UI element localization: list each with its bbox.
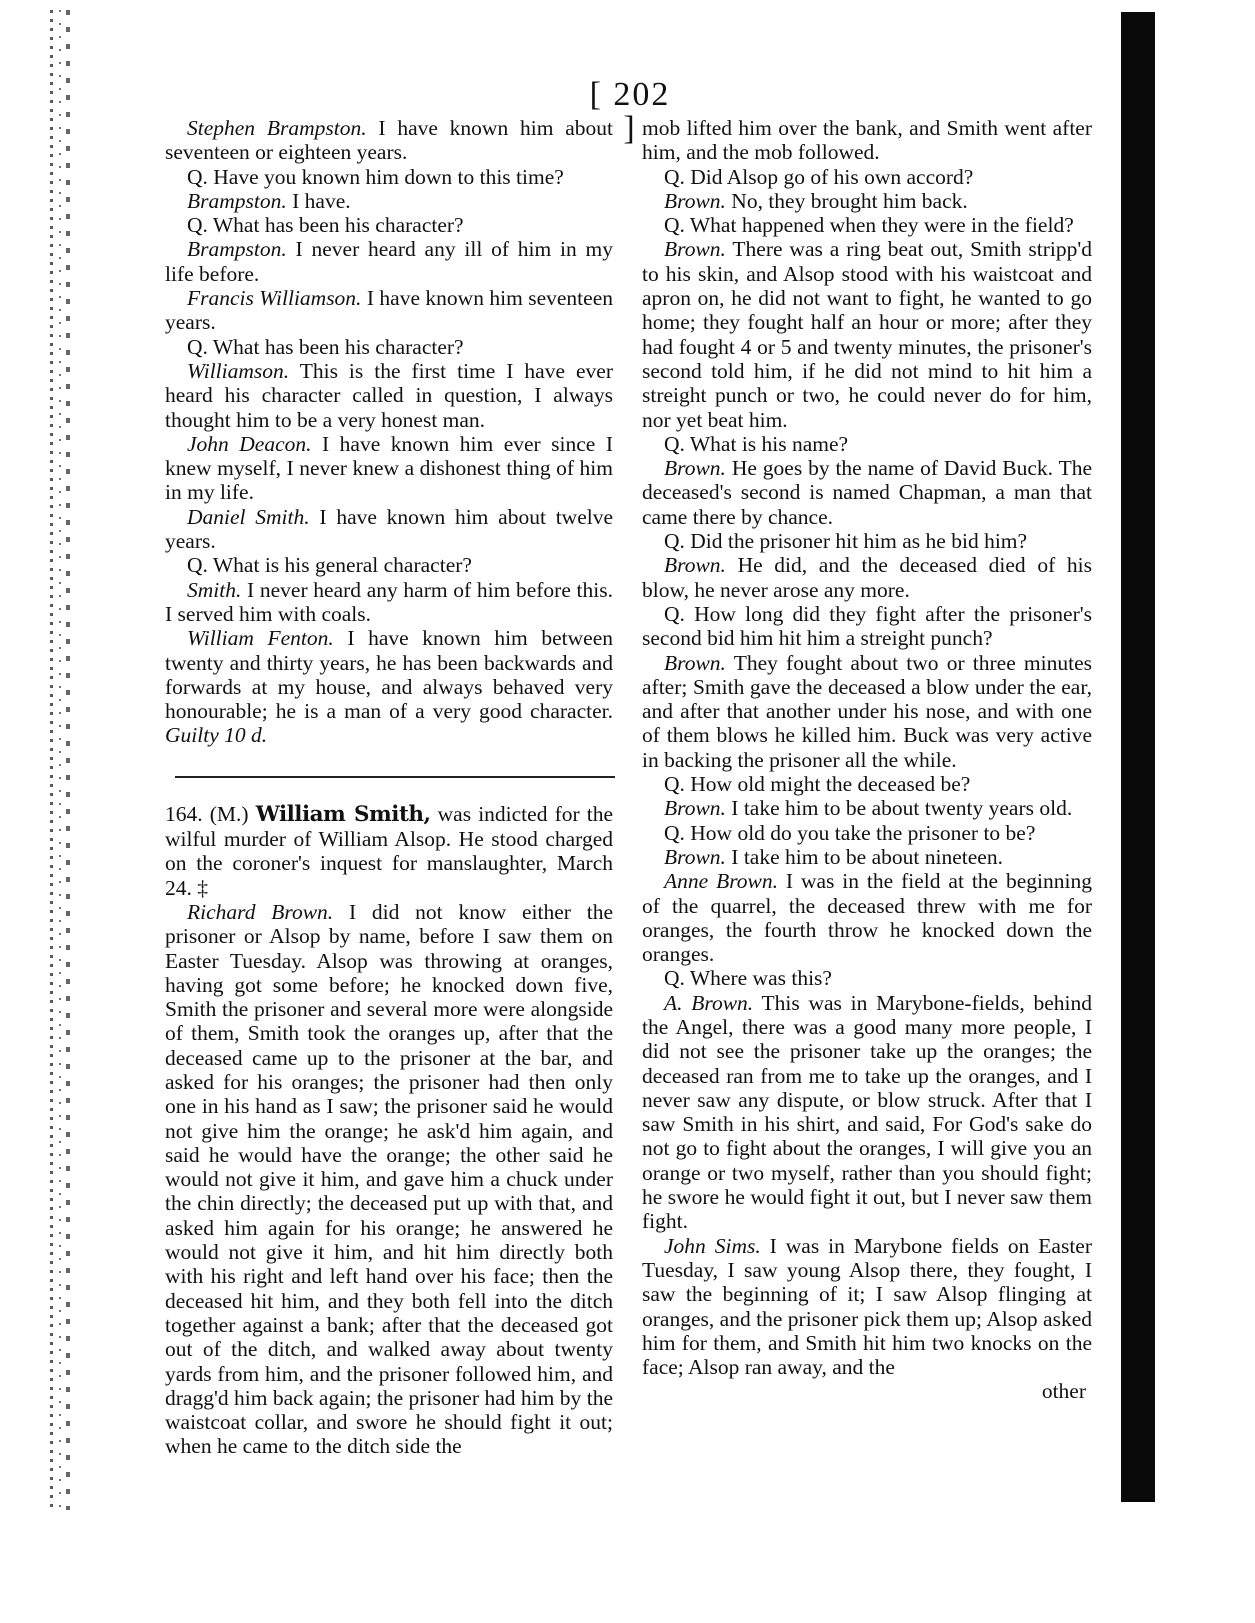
speaker-name: John Deacon.	[187, 431, 312, 456]
speaker-name: William Fenton.	[187, 626, 334, 651]
speaker-name: Anne Brown.	[664, 869, 778, 894]
testimony-text: I was in Marybone fields on Easter Tuesday, I saw young Alsop there, they fought, I saw the beginning of it; I saw Alsop flinging at oranges, and the prisoner pick them up; Alsop asked him for them, and Smith hit him two knocks on the face; Alsop ran away, and the	[642, 1233, 1092, 1380]
testimony-paragraph	[165, 432, 613, 505]
testimony-text: I have.	[286, 188, 351, 213]
speaker-name: Richard Brown.	[187, 899, 334, 924]
testimony-text: He did, and the deceased died of his blow, he never arose any more.	[642, 553, 1092, 602]
testimony-continuation: mob lifted him over the bank, and Smith went after him, and the mob followed.	[642, 116, 1092, 165]
speaker-name: Brampston.	[187, 237, 287, 262]
testimony-text: I have known him ever since I knew myself, I never knew a dishonest thing of him in my life.	[165, 431, 613, 505]
testimony-paragraph	[642, 845, 1092, 869]
question-paragraph: Q. Have you known him down to this time?	[187, 164, 564, 189]
testimony-text: I never heard any ill of him in my life before.	[165, 237, 613, 286]
speaker-name: Smith.	[187, 577, 242, 602]
question-paragraph: Q. How old do you take the prisoner to be?	[664, 820, 1036, 845]
testimony-text: There was a ring beat out, Smith stripp'd to his skin, and Alsop stood with his waistcoat and apron on, he did not want to fight, he wanted to go home; they fought half an hour or more; after they had fought 4 or 5 and twenty minutes, the prisoner's second told him, if he did not mind to hit him a streight punch or two, he could never do for him, nor yet beat him.	[642, 237, 1092, 432]
testimony-paragraph	[642, 237, 1092, 431]
testimony-paragraph	[642, 651, 1092, 772]
testimony-text: I did not know either the prisoner or Alsop by name, before I saw them on Easter Tuesday. Alsop was throwing at oranges, having got some before; he knocked down five, Smith the prisoner and several more were alongside of them, Smith took the oranges up, after that the deceased came up to the prisoner at the bar, and asked for his oranges; the prisoner had then only one in his hand as I saw; the prisoner said he would not give him the orange; he ask'd him again, and said he would have the orange; the other said he would not give it him, and gave him a chuck under the chin directly; the deceased put up with that, and asked him again for his orange; he answered he would not give it him, and hit him directly both with his right and left hand over his face; then the deceased hit him, and they both fell into the ditch together against a bank; after that the deceased got out of the ditch, and walked away about twenty yards from him, and the prisoner followed him, and dragg'd him back again; the prisoner had him by the waistcoat collar, and swore he should fight it out; when he came to the ditch side the	[165, 899, 614, 1459]
testimony-paragraph	[642, 869, 1092, 966]
question-paragraph: Q. What is his general character?	[187, 553, 472, 578]
testimony-paragraph	[642, 1234, 1092, 1380]
testimony-text: No, they brought him back.	[725, 188, 968, 213]
verdict: Guilty 10 d.	[165, 723, 268, 748]
indictment-text: was indicted for the wilful murder of William Alsop. He stood charged on the coroner's inquest for manslaughter, March 24. ‡	[165, 801, 614, 900]
testimony-text: I take him to be about twenty years old.	[725, 796, 1073, 821]
speaker-name: Brown.	[664, 456, 726, 481]
speaker-name: Brown.	[664, 796, 726, 821]
question-paragraph: Q. What has been his character?	[187, 334, 464, 359]
testimony-text: They fought about two or three minutes after; Smith gave the deceased a blow under the ear, and after that another under his nose, and with one of them blows he killed him. Buck was very active in backing the prisoner all the while.	[642, 650, 1092, 772]
left-column	[165, 116, 613, 1459]
speaker-name: A. Brown.	[664, 990, 754, 1015]
speaker-name: John Sims.	[664, 1233, 761, 1258]
testimony-paragraph	[165, 578, 613, 627]
testimony-paragraph	[165, 359, 613, 432]
testimony-paragraph	[642, 796, 1092, 820]
question-paragraph: Q. Did Alsop go of his own accord?	[664, 164, 974, 189]
speaker-name: Daniel Smith.	[187, 504, 310, 529]
testimony-text: I take him to be about nineteen.	[725, 844, 1003, 869]
section-divider	[175, 776, 615, 778]
speaker-name: Williamson.	[187, 358, 290, 383]
testimony-text: I have known him between twenty and thirty years, he has been backwards and forwards at my house, and always behaved very honourable; he is a man of a very good character.	[165, 626, 613, 724]
page-number: [ 202 ]	[589, 76, 671, 147]
speaker-name: Brown.	[664, 553, 726, 578]
scan-margin-marks	[46, 10, 74, 1510]
case-heading	[165, 802, 613, 900]
speaker-name: Brown.	[664, 188, 726, 213]
testimony-paragraph	[642, 456, 1092, 529]
question-paragraph: Q. Did the prisoner hit him as he bid him?	[664, 529, 1028, 554]
testimony-text: I have known him about seventeen or eighteen years.	[165, 116, 613, 165]
testimony-paragraph	[642, 553, 1092, 602]
testimony-text: I was in the field at the beginning of the quarrel, the deceased threw with me for oranges, the fourth throw he knocked down the oranges.	[642, 869, 1092, 967]
testimony-text: This is the first time I have ever heard his character called in question, I always thought him to be a very honest man.	[165, 358, 613, 432]
testimony-paragraph	[642, 189, 1092, 213]
question-paragraph: Q. What is his name?	[664, 431, 849, 456]
testimony-paragraph	[642, 991, 1092, 1234]
testimony-paragraph	[165, 286, 613, 335]
scan-edge-shadow	[1121, 12, 1155, 1502]
speaker-name: Stephen Brampston.	[187, 116, 367, 140]
question-paragraph: Q. How long did they fight after the prisoner's second bid him hit him a streight punch?	[642, 601, 1092, 651]
testimony-paragraph	[165, 116, 613, 165]
question-paragraph: Q. What happened when they were in the field?	[664, 213, 1074, 238]
testimony-paragraph	[165, 505, 613, 554]
testimony-paragraph	[165, 626, 613, 747]
defendant-name: William Smith,	[255, 801, 431, 827]
right-column	[642, 116, 1092, 1404]
catchword: other	[1041, 1379, 1086, 1404]
question-paragraph: Q. What has been his character?	[187, 213, 464, 238]
question-paragraph: Q. How old might the deceased be?	[664, 772, 971, 797]
testimony-text: He goes by the name of David Buck. The deceased's second is named Chapman, a man that came there by chance.	[642, 456, 1092, 529]
speaker-name: Brown.	[664, 650, 726, 675]
testimony-paragraph	[165, 237, 613, 286]
speaker-name: Francis Williamson.	[187, 286, 362, 311]
speaker-name: Brampston.	[187, 188, 287, 213]
question-paragraph: Q. Where was this?	[664, 966, 832, 991]
testimony-text: I have known him seventeen years.	[165, 286, 613, 335]
testimony-paragraph	[165, 900, 613, 1459]
case-number: 164. (M.)	[165, 801, 249, 826]
speaker-name: Brown.	[664, 844, 726, 869]
testimony-text: I have known him about twelve years.	[165, 504, 614, 554]
testimony-text: This was in Marybone-fields, behind the Angel, there was a good many more people, I did not see the prisoner take up the oranges; the deceased ran from me to take up the oranges, and I never saw any dispute, or blow struck. After that I saw Smith in his shirt, and said, For God's sake do not go to fight about the oranges, I will give you an orange or two myself, rather than you should fight; he swore he would fight it out, but I never saw them fight.	[642, 990, 1092, 1234]
speaker-name: Brown.	[664, 237, 726, 262]
testimony-text: I never heard any harm of him before this. I served him with coals.	[165, 577, 613, 626]
testimony-paragraph	[165, 189, 613, 213]
